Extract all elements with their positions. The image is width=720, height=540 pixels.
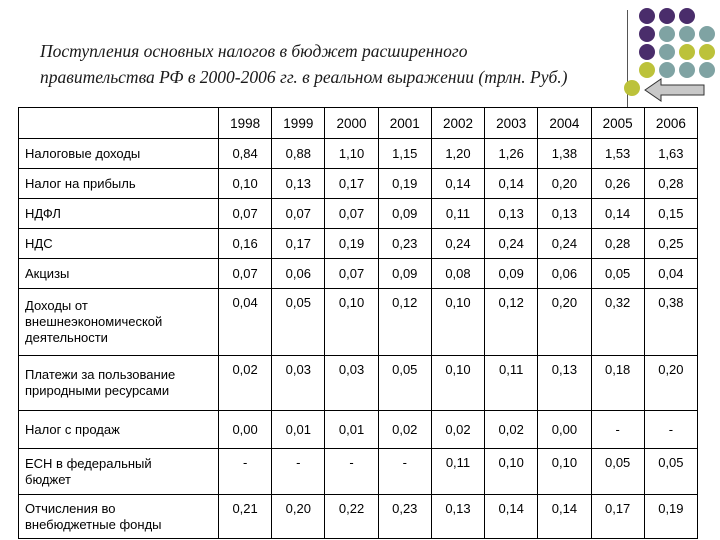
table-row: [19, 139, 698, 169]
row-label-line: ЕСН в федеральный: [25, 455, 152, 471]
table-cell: 0,07: [272, 199, 325, 229]
table-cell: 1,38: [538, 139, 591, 169]
row-label-line: Отчисления во: [25, 500, 116, 516]
table-cell: 0,13: [431, 495, 484, 539]
row-label-line: деятельности: [25, 330, 108, 345]
table-cell: 0,28: [591, 229, 644, 259]
table-cell: 0,28: [644, 169, 697, 199]
table-cell: 1,63: [644, 139, 697, 169]
row-label: [19, 495, 219, 539]
table-cell: 0,10: [431, 356, 484, 411]
table-row: [19, 259, 698, 289]
table-cell: 1,15: [378, 139, 431, 169]
table-cell: 0,19: [378, 169, 431, 199]
header-year: 1999: [272, 108, 325, 139]
table-row: [19, 495, 698, 539]
table-cell: 1,20: [431, 139, 484, 169]
table-row: [19, 169, 698, 199]
table-cell: 0,09: [378, 199, 431, 229]
table-cell: 0,09: [485, 259, 538, 289]
table-cell: 0,88: [272, 139, 325, 169]
table-cell: 0,20: [538, 289, 591, 356]
table-cell: 0,10: [485, 449, 538, 495]
row-label-line: Платежи за пользование: [25, 367, 176, 382]
table-cell: 0,22: [325, 495, 378, 539]
tax-table: [18, 107, 698, 539]
table-cell: 0,08: [431, 259, 484, 289]
table-cell: 0,17: [591, 495, 644, 539]
table-cell: 0,00: [538, 411, 591, 449]
table-cell: 0,19: [644, 495, 697, 539]
table-cell: 0,14: [485, 169, 538, 199]
table-cell: 0,18: [591, 356, 644, 411]
table-header-row: [19, 108, 698, 139]
table-cell: -: [378, 449, 431, 495]
table-cell: 0,14: [431, 169, 484, 199]
header-year: 2003: [485, 108, 538, 139]
header-year: 2006: [644, 108, 697, 139]
table-cell: -: [325, 449, 378, 495]
table-cell: 0,20: [538, 169, 591, 199]
table-cell: -: [644, 411, 697, 449]
table-cell: 0,13: [538, 356, 591, 411]
table-cell: 0,02: [378, 411, 431, 449]
header-year: 2002: [431, 108, 484, 139]
table-row: [19, 199, 698, 229]
table-cell: 0,07: [325, 259, 378, 289]
table-cell: 0,17: [272, 229, 325, 259]
table-row: [19, 356, 698, 411]
table-cell: 0,05: [644, 449, 697, 495]
table-cell: 0,15: [644, 199, 697, 229]
row-label: Налог с продаж: [19, 411, 219, 449]
header-year: 2005: [591, 108, 644, 139]
table-row: [19, 229, 698, 259]
table-cell: 0,04: [644, 259, 697, 289]
table-cell: 0,10: [538, 449, 591, 495]
table-cell: 0,21: [219, 495, 272, 539]
row-label: [19, 356, 219, 411]
table-cell: 0,12: [378, 289, 431, 356]
table-cell: 0,14: [591, 199, 644, 229]
header-corner: [19, 108, 219, 139]
table-cell: 0,02: [219, 356, 272, 411]
table-cell: 0,10: [219, 169, 272, 199]
table-cell: 0,07: [219, 259, 272, 289]
table-cell: 0,23: [378, 495, 431, 539]
row-label-line: Доходы от: [25, 298, 88, 313]
table-cell: 0,84: [219, 139, 272, 169]
table-cell: 0,25: [644, 229, 697, 259]
row-label-line: бюджет: [25, 471, 71, 487]
table-cell: 0,20: [644, 356, 697, 411]
table-row: [19, 289, 698, 356]
header-year: 2000: [325, 108, 378, 139]
row-label-line: природными ресурсами: [25, 383, 170, 398]
title-line-2: правительства РФ в 2000-2006 гг. в реальном выражении (трлн. Руб.): [40, 67, 568, 87]
table-cell: 0,14: [485, 495, 538, 539]
table-cell: 0,11: [485, 356, 538, 411]
table-cell: 0,05: [591, 259, 644, 289]
row-label: Налоговые доходы: [19, 139, 219, 169]
table-cell: 0,05: [378, 356, 431, 411]
title-line-1: Поступления основных налогов в бюджет расширенного: [40, 41, 468, 61]
table-cell: 0,07: [325, 199, 378, 229]
table-cell: 0,24: [431, 229, 484, 259]
table-cell: 0,06: [272, 259, 325, 289]
table-cell: 0,03: [325, 356, 378, 411]
table-cell: 0,10: [325, 289, 378, 356]
header-year: 2004: [538, 108, 591, 139]
table-cell: 0,14: [538, 495, 591, 539]
table-cell: 0,05: [591, 449, 644, 495]
table-cell: 0,07: [219, 199, 272, 229]
table-cell: 0,24: [538, 229, 591, 259]
table-cell: 0,04: [219, 289, 272, 356]
table-cell: 0,09: [378, 259, 431, 289]
table-cell: 0,16: [219, 229, 272, 259]
table-cell: 1,26: [485, 139, 538, 169]
table-cell: 0,13: [272, 169, 325, 199]
table-cell: 0,38: [644, 289, 697, 356]
table-cell: 0,32: [591, 289, 644, 356]
table-cell: 0,19: [325, 229, 378, 259]
table-row: [19, 449, 698, 495]
row-label: Акцизы: [19, 259, 219, 289]
row-label: Налог на прибыль: [19, 169, 219, 199]
row-label: НДС: [19, 229, 219, 259]
table-cell: 0,01: [272, 411, 325, 449]
table-cell: 1,53: [591, 139, 644, 169]
table-cell: 0,26: [591, 169, 644, 199]
table-cell: 0,12: [485, 289, 538, 356]
table-cell: -: [272, 449, 325, 495]
table-cell: 0,23: [378, 229, 431, 259]
table-cell: -: [219, 449, 272, 495]
back-arrow-icon[interactable]: [0, 0, 720, 120]
table-cell: 0,13: [485, 199, 538, 229]
table-row: [19, 411, 698, 449]
table-cell: 0,05: [272, 289, 325, 356]
row-label-line: внебюджетные фонды: [25, 516, 162, 532]
header-year: 2001: [378, 108, 431, 139]
table-cell: 1,10: [325, 139, 378, 169]
table-cell: -: [591, 411, 644, 449]
row-label: НДФЛ: [19, 199, 219, 229]
table-cell: 0,20: [272, 495, 325, 539]
table-cell: 0,24: [485, 229, 538, 259]
table-cell: 0,17: [325, 169, 378, 199]
table-cell: 0,03: [272, 356, 325, 411]
table-cell: 0,02: [431, 411, 484, 449]
table-cell: 0,11: [431, 449, 484, 495]
table-cell: 0,06: [538, 259, 591, 289]
row-label: [19, 289, 219, 356]
header-year: 1998: [219, 108, 272, 139]
table-cell: 0,13: [538, 199, 591, 229]
table-cell: 0,00: [219, 411, 272, 449]
table-cell: 0,10: [431, 289, 484, 356]
table-cell: 0,02: [485, 411, 538, 449]
table-cell: 0,11: [431, 199, 484, 229]
row-label-line: внешнеэкономической: [25, 314, 163, 329]
table-cell: 0,01: [325, 411, 378, 449]
row-label: [19, 449, 219, 495]
